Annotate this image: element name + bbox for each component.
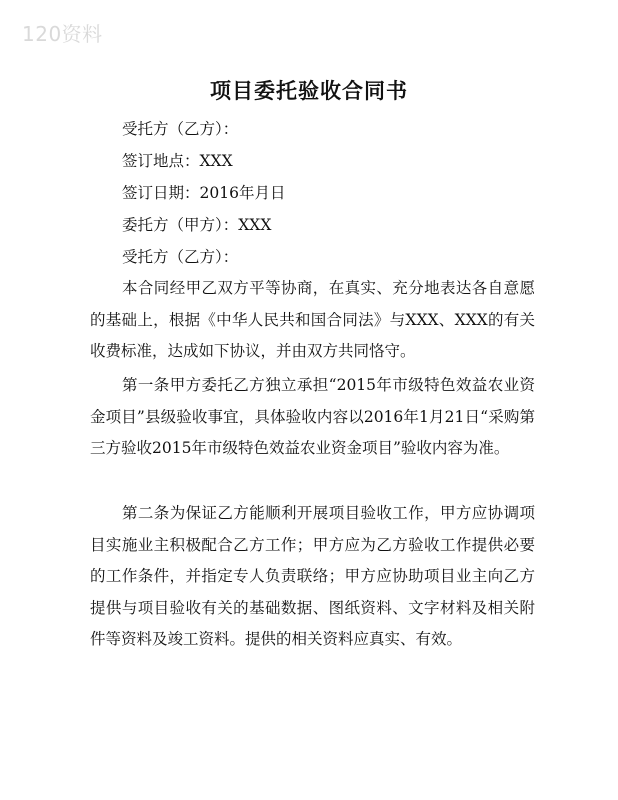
intro-paragraph: 本合同经甲乙双方平等协商，在真实、充分地表达各自意愿的基础上，根据《中华人民共和国合同法》与XXX、XXX的有关收费标准，达成如下协议，并由双方共同恪守。 [90, 279, 535, 360]
trustee-line: 受托方（乙方）： [122, 120, 239, 138]
watermark-logo: 120资料 [22, 22, 103, 46]
article-two-paragraph: 第二条为保证乙方能顺利开展项目验收工作，甲方应协调项目实施业主积极配合乙方工作；甲方应为乙方验收工作提供必要的工作条件，并指定专人负责联络；甲方应协助项目业主向乙方提供与项目验收有关的基础数据、图纸资料、文字材料及相关附件等资料及竣工资料。提供的相关资料应真实、有效。 [90, 504, 535, 648]
article-one-paragraph: 第一条甲方委托乙方独立承担“2015年市级特色效益农业资金项目”县级验收事宜，具体验收内容以2016年1月21日“采购第三方验收2015年市级特色效益农业资金项目”验收内容为准。 [90, 376, 535, 457]
document-title: 项目委托验收合同书 [210, 79, 408, 103]
signing-place-line: 签订地点：XXX [122, 152, 233, 170]
client-line: 委托方（甲方）：XXX [122, 216, 272, 234]
trustee-line-repeat: 受托方（乙方）： [122, 248, 239, 266]
signing-date-line: 签订日期：2016年月日 [122, 184, 286, 202]
